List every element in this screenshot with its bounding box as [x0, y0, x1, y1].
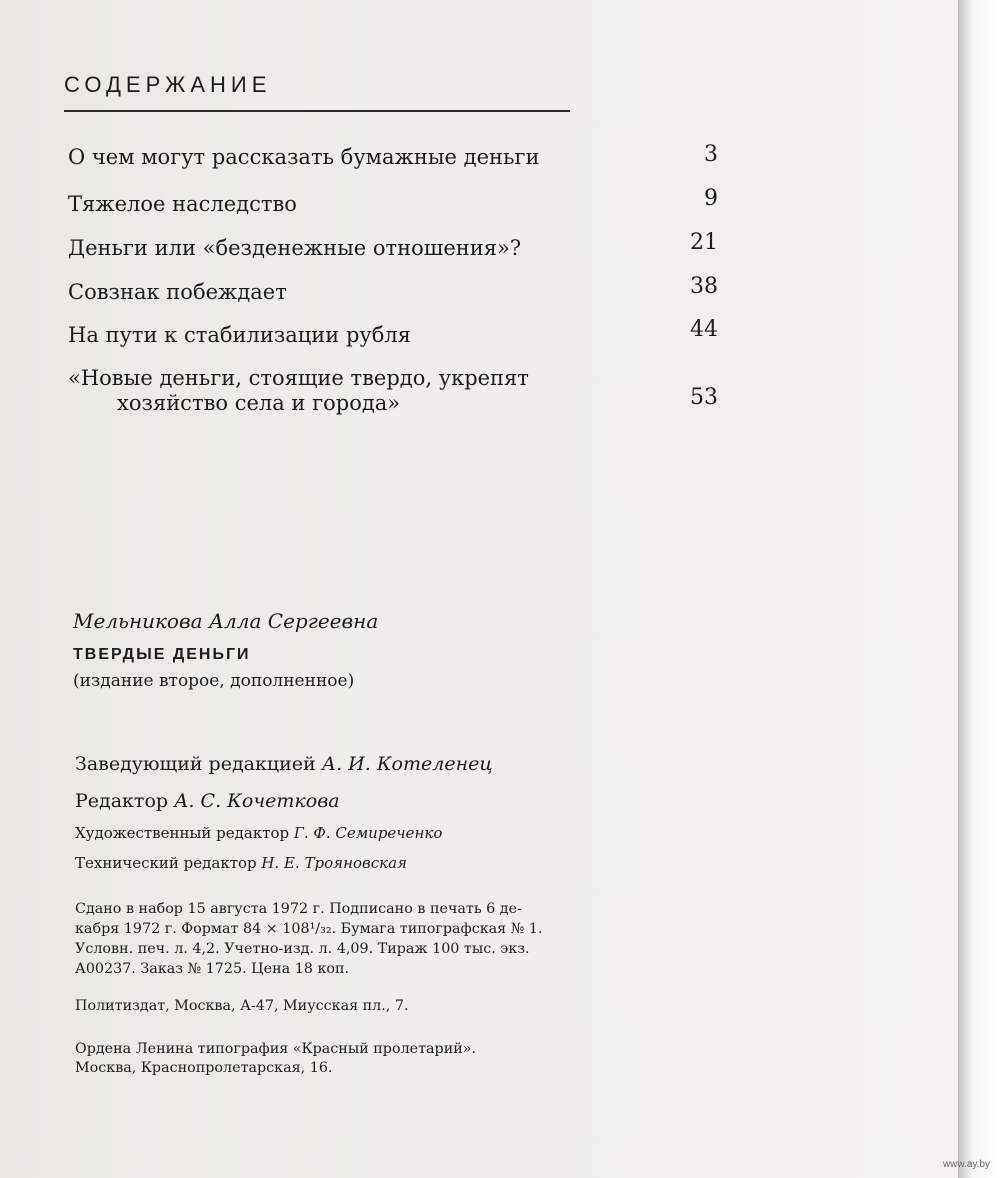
toc-entry-title-continued: хозяйство села и города» — [117, 391, 401, 415]
toc-entry-page: 38 — [690, 274, 718, 299]
imprint-line: кабря 1972 г. Формат 84 × 108¹/₃₂. Бумага типографская № 1. — [75, 921, 543, 937]
credit-role: Редактор — [75, 790, 169, 812]
page-edge — [958, 0, 1000, 1178]
toc-entry-page: 21 — [690, 230, 718, 255]
printer-line: Москва, Краснопролетарская, 16. — [75, 1060, 333, 1076]
watermark: www.ay.by — [942, 1159, 990, 1170]
toc-entry-title: «Новые деньги, стоящие твердо, укрепят — [68, 366, 529, 390]
imprint-line: А00237. Заказ № 1725. Цена 18 коп. — [75, 961, 350, 977]
imprint-line: Условн. печ. л. 4,2. Учетно-изд. л. 4,09. Тираж 100 тыс. экз. — [75, 941, 530, 957]
credit-name: А. С. Кочеткова — [174, 790, 340, 812]
credit-name: Н. Е. Трояновская — [261, 854, 407, 872]
edition-note: (издание второе, дополненное) — [73, 671, 355, 691]
toc-entry-title: О чем могут рассказать бумажные деньги — [68, 145, 540, 169]
toc-entry-title: Совзнак побеждает — [68, 280, 287, 304]
publisher-address: Политиздат, Москва, А-47, Миусская пл., 7. — [75, 998, 409, 1014]
credit-line — [75, 753, 493, 775]
credit-name: А. И. Котеленец — [321, 753, 493, 775]
credit-line — [75, 790, 340, 812]
credit-role: Художественный редактор — [75, 824, 290, 842]
book-title: ТВЕРДЫЕ ДЕНЬГИ — [73, 646, 251, 663]
print-imprint — [75, 899, 725, 979]
imprint-line: Сдано в набор 15 августа 1972 г. Подписано в печать 6 де- — [75, 901, 522, 917]
toc-entry-page: 3 — [704, 142, 718, 167]
toc-entry-title: Тяжелое наследство — [68, 192, 297, 216]
printer-info — [75, 1040, 476, 1078]
toc-entry-page: 9 — [704, 186, 718, 211]
heading-rule — [64, 110, 570, 112]
credit-role: Технический редактор — [75, 854, 257, 872]
toc-entry-page: 53 — [690, 385, 718, 410]
toc-entry-page: 44 — [690, 317, 718, 342]
credit-line — [75, 854, 407, 872]
credit-role: Заведующий редакцией — [75, 753, 316, 775]
author-name: Мельникова Алла Сергеевна — [73, 609, 379, 633]
toc-entry-title: На пути к стабилизации рубля — [68, 323, 412, 347]
toc-entry-title: Деньги или «безденежные отношения»? — [68, 236, 522, 260]
credit-name: Г. Ф. Семиреченко — [293, 824, 443, 842]
credit-line — [75, 824, 442, 842]
printer-line: Ордена Ленина типография «Красный пролетарий». — [75, 1041, 477, 1057]
contents-heading: СОДЕРЖАНИЕ — [64, 72, 272, 97]
